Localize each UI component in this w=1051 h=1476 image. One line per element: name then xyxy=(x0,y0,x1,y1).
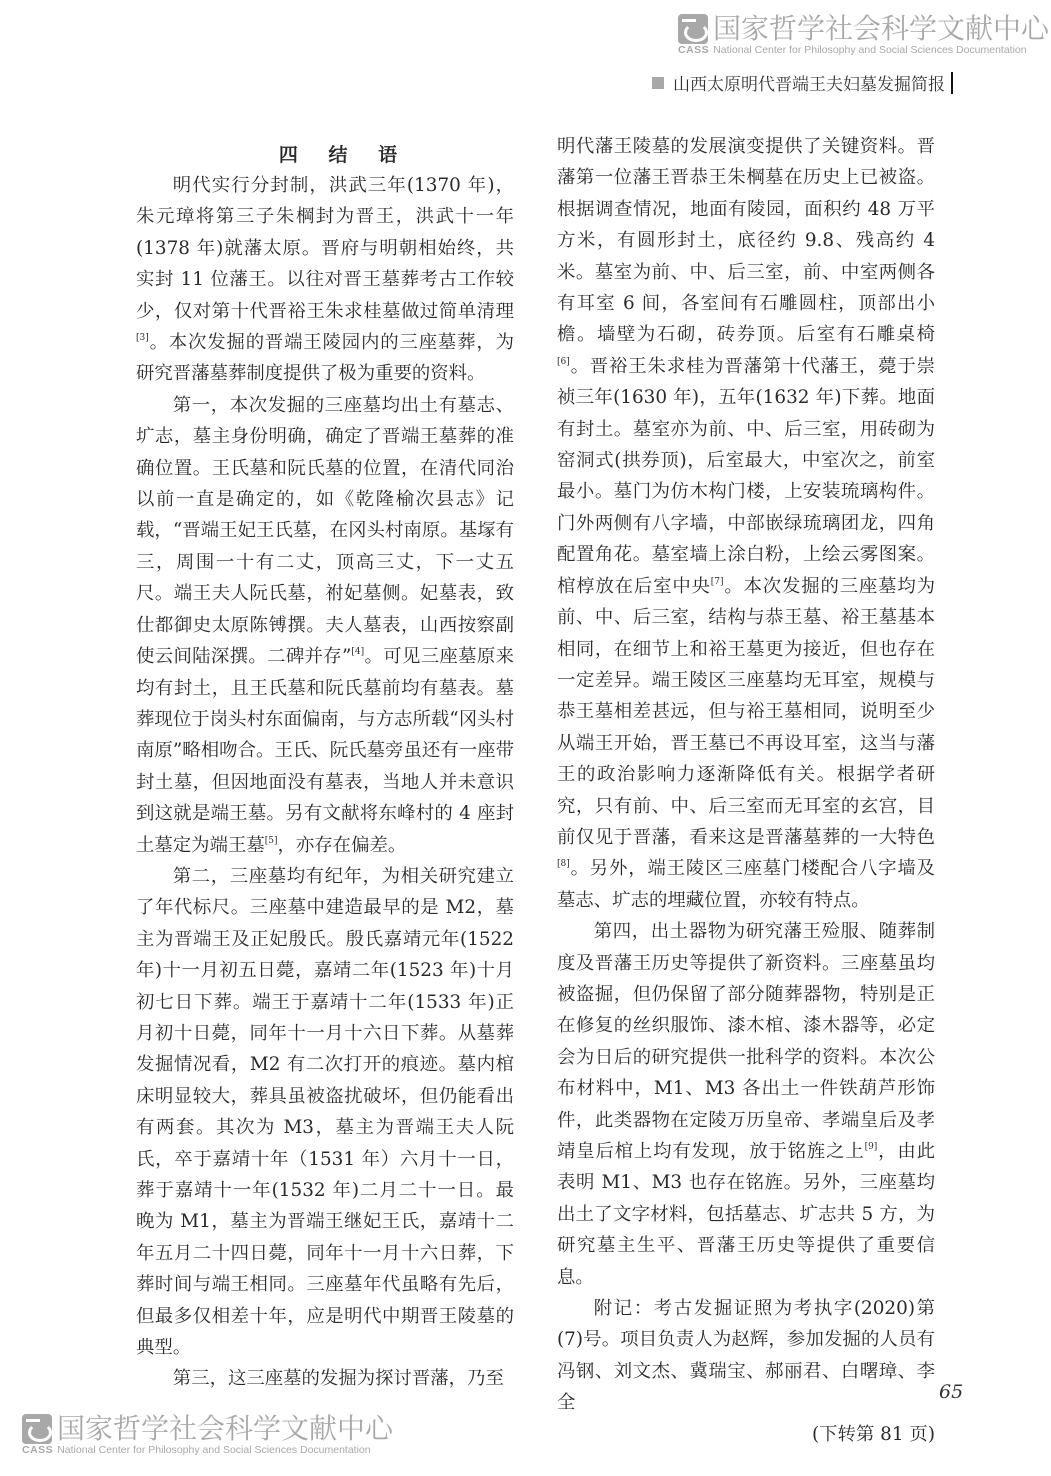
watermark-abbr: CASS xyxy=(678,44,710,56)
paragraph-second-point: 第二，三座墓均有纪年，为相关研究建立了年代标尺。三座墓中建造最早的是 M2，墓主为晋端王及正妃殷氏。殷氏嘉靖元年(1522 年)十一月初五日薨，嘉靖二年(1523 年)十月初七日下葬。端王于嘉靖十二年(1533 年)正月初十日薨，同年十一月十六日下葬。从墓葬发掘情况看，M2 有二次打开的痕迹。墓内棺床明显较大，葬具虽被盗扰破坏，但仍能看出有两套。其次为 M3，墓主为晋端王夫人阮氏，卒于嘉靖十年（1531 年）六月十一日，葬于嘉靖十一年(1532 年)二月二十一日。最晚为 M1，墓主为晋端王继妃王氏，嘉靖十二年五月二十四日薨，同年十一月十六日葬，下葬时间与端王相同。三座墓年代虽略有先后，但最多仅相差十年，应是明代中期晋王陵墓的典型。 xyxy=(136,865,514,1359)
appendix-note: 附记：考古发掘证照为考执字(2020)第(7)号。项目负责人为赵辉，参加发掘的人员有冯钢、刘文杰、冀瑞宝、郝丽君、白曙璋、李全 xyxy=(557,1298,935,1414)
watermark-en-title: National Center for Philosophy and Social Sciences Documentation xyxy=(713,44,1027,56)
running-head xyxy=(652,70,953,95)
page-number: 65 xyxy=(939,1381,964,1403)
square-bullet-icon xyxy=(652,77,664,89)
citation-ref: [6] xyxy=(557,356,570,367)
citation-ref: [9] xyxy=(864,1142,878,1152)
cass-watermark-logo-top xyxy=(678,14,1049,56)
watermark-en-title: National Center for Philosophy and Social Sciences Documentation xyxy=(57,1444,371,1456)
watermark-cn-title: 国家哲学社会科学文献中心 xyxy=(57,1412,394,1445)
paragraph-fourth-point: 第四，出土器物为研究藩王殓服、随葬制度及晋藩王历史等提供了新资料。三座墓虽均被盗掘，但仍保留了部分随葬器物，特别是正在修复的丝织服饰、漆木棺、漆木器等，必定会为日后的研究提供一批科学的资料。本次公布材料中，M1、M3 各出土一件铁葫芦形饰件，此类器物在定陵万历皇帝、孝端皇后及孝靖皇后棺上均有发现，放于铭旌之上[9]，由此表明 M1、M3 也存在铭旌。另外，三座墓均出土了文字材料，包括墓志、圹志共 5 方，为研究墓主生平、晋藩王历史等提供了重要信息。 xyxy=(557,921,935,1288)
citation-ref: [3] xyxy=(136,333,149,344)
paragraph-third-point-start: 第三，这三座墓的发掘为探讨晋藩，乃至 xyxy=(172,1368,504,1390)
cass-logo-icon xyxy=(678,14,708,44)
continued-on-page: (下转第 81 页) xyxy=(811,1423,935,1445)
section-title: 四 结 语 xyxy=(278,144,410,166)
running-head-title: 山西太原明代晋端王夫妇墓发掘简报 xyxy=(673,75,945,95)
citation-ref: [4] xyxy=(351,647,365,658)
cass-logo-icon xyxy=(22,1414,52,1444)
left-column xyxy=(136,140,514,1395)
watermark-abbr: CASS xyxy=(22,1444,54,1456)
paragraph-intro: 明代实行分封制，洪武三年(1370 年)，朱元璋将第三子朱棡封为晋王，洪武十一年(1378 年)就藩太原。晋府与明朝相始终，共实封 11 位藩王。以往对晋王墓葬考古工作较少，仅对第十代晋裕王朱求桂墓做过简单清理[3]。本次发掘的晋端王陵园内的三座墓葬，为研究晋藩墓葬制度提供了极为重要的资料。 xyxy=(136,175,514,385)
cass-watermark-logo-bottom xyxy=(22,1414,393,1456)
paragraph-third-point-cont: 明代藩王陵墓的发展演变提供了关键资料。晋藩第一位藩王晋恭王朱棡墓在历史上已被盗。根据调查情况，地面有陵园，面积约 48 万平方米，有圆形封土，底径约 9.8、残高约 4 米。墓室为前、中、后三室，前、中室两侧各有耳室 6 间，各室间有石雕圆柱，顶部出小檐。墙壁为石砌，砖券顶。后室有石雕桌椅[6]。晋裕王朱求桂为晋藩第十代藩王，薨于崇祯三年(1630 年)，五年(1632 年)下葬。地面有封土。墓室亦为前、中、后三室，用砖砌为窑洞式(拱券顶)，后室最大，中室次之，前室最小。墓门为仿木构门楼，上安装琉璃构件。门外两侧有八字墙，中部嵌绿琉璃团龙，四角配置角花。墓室墙上涂白粉，上绘云雾图案。棺椁放在后室中央[7]。本次发掘的三座墓均为前、中、后三室，结构与恭王墓、裕王墓基本相同，在细节上和裕王墓更为接近，但也存在一定差异。端王陵区三座墓均无耳室，规模与恭王墓相差甚远，但与裕王墓相同，说明至少从端王开始，晋王墓已不再设耳室，这当与藩王的政治影响力逐渐降低有关。根据学者研究，只有前、中、后三室而无耳室的玄宫，目前仅见于晋藩，看来这是晋藩墓葬的一大特色[8]。另外，端王陵区三座墓门楼配合八字墙及墓志、圹志的埋藏位置，亦较有特点。 xyxy=(557,136,935,911)
citation-ref: [8] xyxy=(557,859,570,870)
right-column xyxy=(557,131,935,1450)
paragraph-first-point: 第一，本次发掘的三座墓均出土有墓志、圹志，墓主身份明确，确定了晋端王墓葬的准确位置。王氏墓和阮氏墓的位置，在清代同治以前一直是确定的，如《乾隆榆次县志》记载，“晋端王妃王氏墓，在冈头村南原。基塜有三，周围一十有二丈，顶高三丈，下一丈五尺。端王夫人阮氏墓，祔妃墓侧。妃墓表，致仕都御史太原陈镈撰。夫人墓表，山西按察副使云间陆深撰。二碑并存”[4]。可见三座墓原来均有封土，且王氏墓和阮氏墓前均有墓表。墓葬现位于岗头村东面偏南，与方志所载“冈头村南原”略相吻合。王氏、阮氏墓旁虽还有一座带封土墓，但因地面没有墓表，当地人并未意识到这就是端王墓。另有文献将东峰村的 4 座封土墓定为端王墓[5]，亦存在偏差。 xyxy=(136,394,514,856)
watermark-cn-title: 国家哲学社会科学文献中心 xyxy=(713,12,1050,45)
citation-ref: [5] xyxy=(264,835,278,846)
running-head-rule xyxy=(951,72,953,94)
citation-ref: [7] xyxy=(710,576,724,587)
